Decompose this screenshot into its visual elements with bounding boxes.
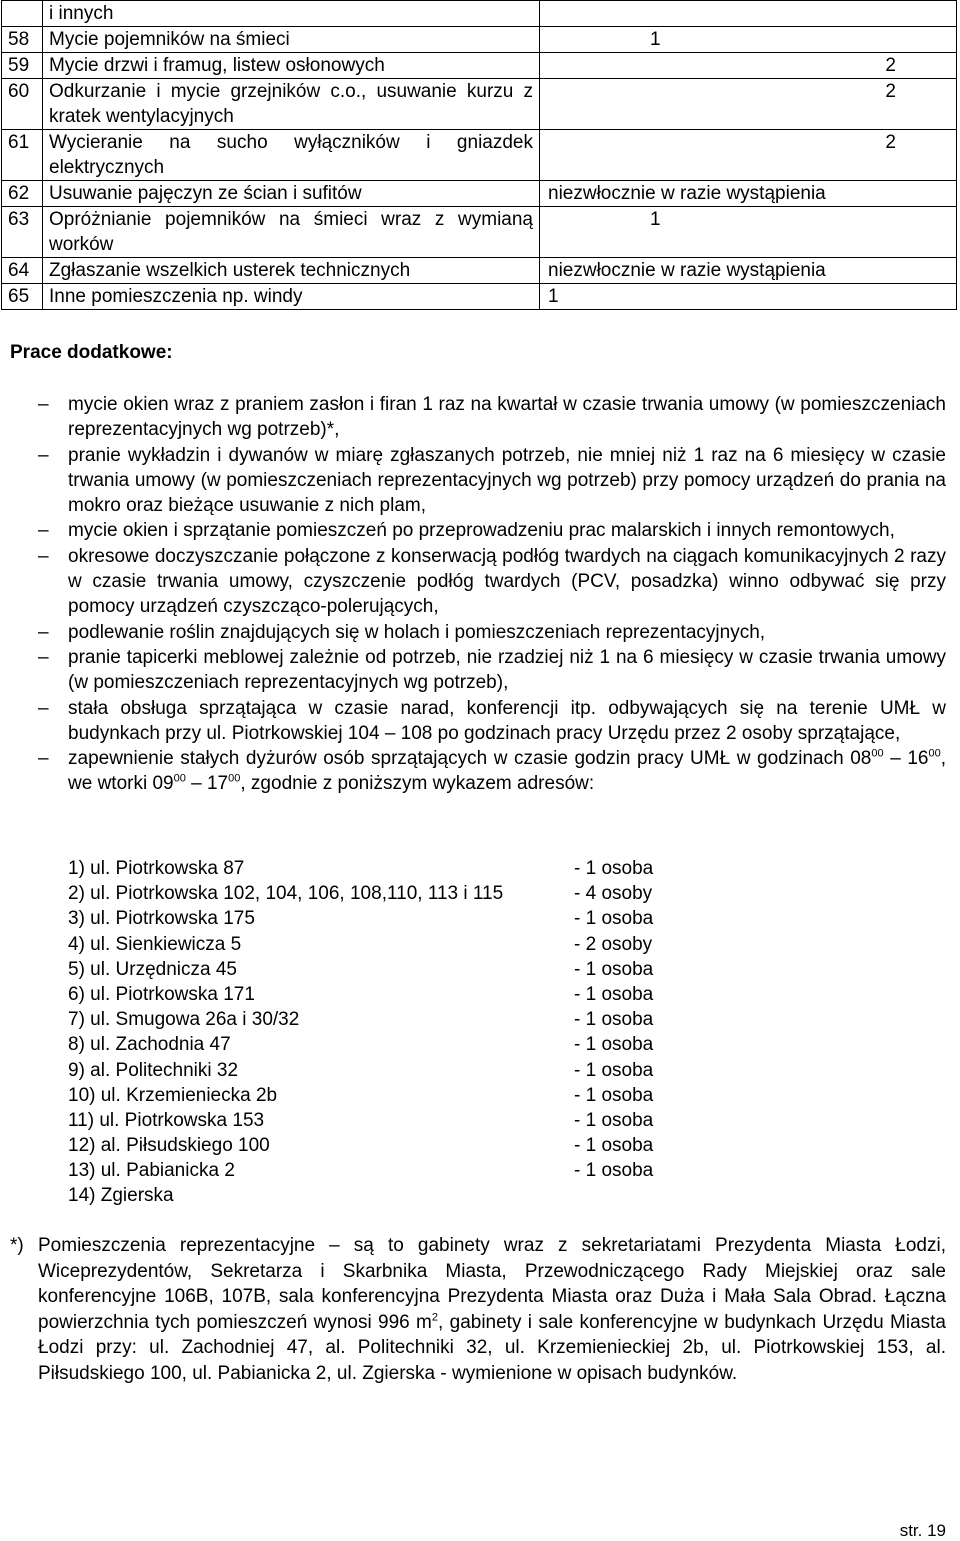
address-text: 7) ul. Smugowa 26a i 30/32: [68, 1009, 300, 1031]
table-row: [2, 1, 957, 27]
address-text: 14) Zgierska: [68, 1185, 174, 1207]
list-item-text: mycie okien i sprzątanie pomieszczeń po przeprowadzeniu prac malarskich i innych remontowych,: [68, 520, 895, 542]
address-row: [68, 1108, 688, 1133]
dash-bullet: –: [38, 646, 49, 668]
row-description: Odkurzanie i mycie grzejników c.o., usuwanie kurzu z kratek wentylacyjnych: [43, 79, 540, 130]
dash-bullet: –: [38, 621, 49, 643]
address-text: 13) ul. Pabianicka 2: [68, 1160, 235, 1182]
row-number: 64: [2, 258, 43, 284]
address-row: [68, 932, 688, 957]
row-number: 61: [2, 130, 43, 181]
staff-count: - 2 osoby: [574, 933, 653, 955]
address-row: [68, 957, 688, 982]
table-row: [2, 181, 957, 207]
row-number: 59: [2, 53, 43, 79]
row-description: Mycie drzwi i framug, listew osłonowych: [43, 53, 540, 79]
staff-count: - 4 osoby: [574, 883, 653, 905]
table-row: [2, 130, 957, 181]
address-text: 12) al. Piłsudskiego 100: [68, 1135, 270, 1157]
address-row: [68, 1158, 688, 1183]
row-frequency: 1: [540, 27, 957, 53]
row-frequency: 1: [540, 284, 957, 310]
table-row: [2, 284, 957, 310]
staff-count: - 1 osoba: [574, 983, 654, 1005]
tasks-table: [1, 0, 957, 310]
staff-count: - 1 osoba: [574, 1160, 654, 1182]
dash-bullet: –: [38, 444, 49, 466]
address-text: 1) ul. Piotrkowska 87: [68, 858, 245, 879]
row-description: Mycie pojemników na śmieci: [43, 27, 540, 53]
staff-count: - 1 osoba: [574, 1059, 654, 1081]
additional-work-list: [10, 392, 946, 797]
row-description: Opróżnianie pojemników na śmieci wraz z wymianą worków: [43, 207, 540, 258]
row-description: Inne pomieszczenia np. windy: [43, 284, 540, 310]
list-item-text: okresowe doczyszczanie połączone z konserwacją podłóg twardych na ciągach komunikacyjnych 2 razy w czasie trwania umowy, czyszczenie podłóg twardych (PCV, posadzka) winno odbywać się przy pomocy urządzeń czyszcząco-polerujących,: [68, 545, 946, 618]
dash-bullet: –: [38, 394, 49, 415]
address-row: [68, 1133, 688, 1158]
staff-count: - 1 osoba: [574, 908, 654, 930]
list-item-text: pranie tapicerki meblowej zależnie od potrzeb, nie rzadziej niż 1 na 6 miesięcy w czasie trwania umowy (w pomieszczeniach reprezentacyjnych wg potrzeb),: [68, 646, 946, 694]
row-number: 60: [2, 79, 43, 130]
address-list: [68, 856, 688, 1209]
row-number: 62: [2, 181, 43, 207]
address-text: 6) ul. Piotrkowska 171: [68, 983, 255, 1005]
row-frequency: 1: [540, 207, 957, 258]
staff-count: - 1 osoba: [574, 1109, 654, 1131]
dash-bullet: –: [38, 545, 49, 567]
row-frequency: [540, 1, 957, 27]
address-row: [68, 982, 688, 1007]
list-item-text: podlewanie roślin znajdujących się w holach i pomieszczeniach reprezentacyjnych,: [68, 621, 766, 643]
row-frequency: 2: [540, 53, 957, 79]
table-row: [2, 53, 957, 79]
row-number: [2, 1, 43, 27]
row-number: 65: [2, 284, 43, 310]
address-text: 4) ul. Sienkiewicza 5: [68, 933, 242, 955]
list-item: [10, 620, 946, 645]
table-row: [2, 79, 957, 130]
staff-count: - 1 osoba: [574, 858, 654, 879]
row-frequency: niezwłocznie w razie wystąpienia: [540, 181, 957, 207]
dash-bullet: –: [38, 520, 49, 542]
address-row: [68, 881, 688, 906]
address-row: [68, 906, 688, 931]
footnote-marker: *): [10, 1235, 24, 1256]
page-number: str. 19: [899, 1521, 946, 1540]
table-row: [2, 258, 957, 284]
list-item-text: zapewnienie stałych dyżurów osób sprzątających w czasie godzin pracy UMŁ w godzinach $08^{00} - 16^{00}$, we wtorki $09^{00} - 17^{00}$, zgodnie z poniższym wykazem adresów:: [68, 747, 947, 795]
dash-bullet: –: [38, 697, 49, 719]
row-description: Usuwanie pajęczyn ze ścian i sufitów: [43, 181, 540, 207]
address-row: [68, 1058, 688, 1083]
list-item-text: pranie wykładzin i dywanów w miarę zgłaszanych potrzeb, nie mniej niż 1 raz na 6 miesięcy w czasie trwania umowy (w pomieszczeniach reprezentacyjnych wg potrzeb) przy pomocy urządzeń do prania na mokro oraz bieżące usuwanie z nich plam,: [68, 444, 946, 517]
staff-count: - 1 osoba: [574, 1034, 654, 1056]
list-item-text: mycie okien wraz z praniem zasłon i firan 1 raz na kwartał w czasie trwania umowy (w pomieszczeniach reprezentacyjnych wg potrzeb)*,: [68, 394, 946, 441]
section-heading: Prace dodatkowe:: [10, 342, 173, 363]
list-item: [10, 443, 946, 519]
address-row: [68, 1083, 688, 1108]
staff-count: - 1 osoba: [574, 1084, 654, 1106]
row-description: i innych: [43, 1, 540, 27]
address-row: [68, 1032, 688, 1057]
footnote-text: Pomieszczenia reprezentacyjne – są to gabinety wraz z sekretariatami Prezydenta Miasta Łodzi, Wiceprezydentów, Sekretarza i Skarbnika Miasta, Przewodniczącego Rady Miejskiej oraz sale konferencyjne 106B, 107B, sala konferencyjna Prezydenta Miasta oraz Duża i Mała Sala Obrad. Łączna powierzchnia tych pomieszczeń wynosi 996 $m^2$, gabinety i sale konferencyjne w budynkach Urzędu Miasta Łodzi przy: ul. Zachodniej 47, al. Politechniki 32, ul. Krzemienieckiej 2b, ul. Piotrkowskiej 153, al. Piłsudskiego 100, ul. Pabianicka 2, ul. Zgierska - wymienione w opisach budynków.: [38, 1235, 946, 1384]
address-text: 9) al. Politechniki 32: [68, 1059, 239, 1081]
table-row: [2, 207, 957, 258]
list-item: [10, 544, 946, 620]
address-text: 3) ul. Piotrkowska 175: [68, 908, 255, 930]
address-text: 11) ul. Piotrkowska 153: [68, 1109, 265, 1131]
dash-bullet: –: [38, 748, 49, 770]
address-row: [68, 856, 688, 881]
row-description: Zgłaszanie wszelkich usterek technicznych: [43, 258, 540, 284]
address-text: 10) ul. Krzemieniecka 2b: [68, 1084, 278, 1106]
row-frequency: 2: [540, 130, 957, 181]
table-row: [2, 27, 957, 53]
list-item: [10, 518, 946, 543]
address-row: [68, 1183, 688, 1208]
row-description: Wycieranie na sucho wyłączników i gniazdek elektrycznych: [43, 130, 540, 181]
row-frequency: 2: [540, 79, 957, 130]
staff-count: - 1 osoba: [574, 958, 654, 980]
list-item-text: stała obsługa sprzątająca w czasie narad, konferencji itp. odbywających się na terenie UMŁ w budynkach przy ul. Piotrkowskiej 104 – 108 po godzinach pracy Urzędu przez 2 osoby sprzątające,: [68, 697, 946, 744]
staff-count: - 1 osoba: [574, 1009, 654, 1031]
row-number: 58: [2, 27, 43, 53]
address-text: 2) ul. Piotrkowska 102, 104, 106, 108,110, 113 i 115: [68, 883, 504, 905]
address-text: 8) ul. Zachodnia 47: [68, 1034, 231, 1056]
row-frequency: niezwłocznie w razie wystąpienia: [540, 258, 957, 284]
list-item: [10, 746, 946, 797]
list-item: [10, 696, 946, 747]
list-item: [10, 392, 946, 443]
footnote: [10, 1233, 946, 1386]
row-number: 63: [2, 207, 43, 258]
staff-count: - 1 osoba: [574, 1135, 654, 1157]
list-item: [10, 645, 946, 696]
address-row: [68, 1007, 688, 1032]
address-text: 5) ul. Urzędnicza 45: [68, 958, 237, 980]
